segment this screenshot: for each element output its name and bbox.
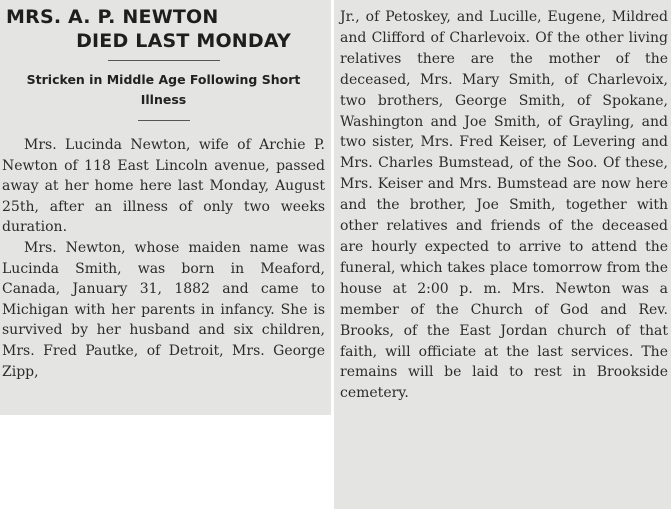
left-column bbox=[0, 0, 331, 415]
subheadline-divider bbox=[138, 120, 190, 121]
subheadline: Stricken in Middle Age Following Short Illness bbox=[26, 72, 301, 107]
article-paragraph-1: Mrs. Lucinda Newton, wife of Archie P. Newton of 118 East Lincoln avenue, passed away at her home here last Monday, August 25th, after an illness of only two weeks duration. bbox=[2, 137, 325, 236]
headline-divider bbox=[108, 60, 220, 61]
article-paragraph-3: Jr., of Petoskey, and Lucille, Eugene, Mildred and Clifford of Charlevoix. Of the other living relatives there are the mother of the deceased, Mrs. Mary Smith, of Charlevoix, two brothers, George Smith, of Spokane, Washington and Joe Smith, of Grayling, and two sister, Mrs. Fred Keiser, of Levering and Mrs. Charles Bumstead, of the Soo. Of these, Mrs. Keiser and Mrs. Bumstead are now here and the brother, Joe Smith, together with other relatives and friends of the deceased are hourly expected to arrive to attend the funeral, which takes place tomorrow from the house at 2:00 p. m. Mrs. Newton was a member of the Church of God and Rev. Brooks, of the East Jordan church of that faith, will officiate at the last services. The remains will be laid to rest in Brookside cemetery. bbox=[340, 9, 668, 402]
headline bbox=[2, 5, 325, 53]
headline-line-1: MRS. A. P. NEWTON bbox=[6, 6, 219, 28]
headline-line-2: DIED LAST MONDAY bbox=[76, 30, 291, 52]
right-column bbox=[334, 0, 671, 509]
article-paragraph-2: Mrs. Newton, whose maiden name was Lucinda Smith, was born in Meaford, Canada, January 31, 1882 and came to Michigan with her parents in infancy. She is survived by her husband and six children, Mrs. Fred Pautke, of Detroit, Mrs. George Zipp, bbox=[2, 239, 325, 380]
